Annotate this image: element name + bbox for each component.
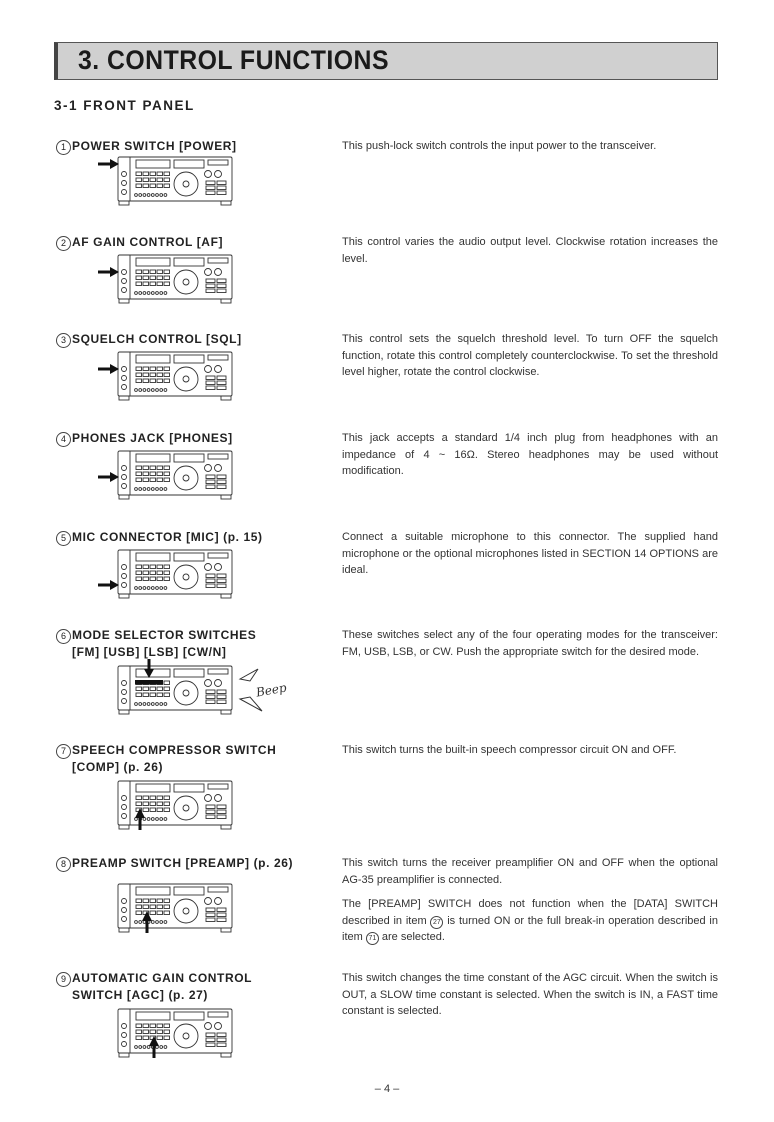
item-title [56, 234, 306, 251]
item-title-text: PHONES JACK [PHONES] [72, 431, 233, 445]
section-heading: 3-1 FRONT PANEL [54, 98, 195, 113]
item-number: 6 [56, 629, 71, 644]
item-title [56, 331, 306, 348]
item-number: 8 [56, 857, 71, 872]
radio-illustration [116, 780, 234, 830]
item-title-line2: SWITCH [AGC] (p. 27) [72, 988, 208, 1002]
description-paragraph: These switches select any of the four operating modes for the transceiver: FM, USB, LSB, or CW. Push the appropriate switch for the desired mode. [342, 629, 718, 658]
item-description [342, 855, 718, 954]
description-paragraph: This control varies the audio output level. Clockwise rotation increases the level. [342, 236, 718, 265]
item-description [342, 430, 718, 488]
description-paragraph: This switch turns the built-in speech compressor circuit ON and OFF. [342, 744, 677, 756]
page-title: 3. CONTROL FUNCTIONS [78, 45, 389, 75]
item-title-line2: [FM] [USB] [LSB] [CW/N] [72, 645, 227, 659]
description-paragraph [342, 896, 718, 946]
item-title-text: AF GAIN CONTROL [AF] [72, 235, 224, 249]
item-description [342, 742, 718, 767]
radio-illustration [116, 549, 234, 599]
item-title-text: MODE SELECTOR SWITCHES [72, 628, 257, 642]
item-title-text: SQUELCH CONTROL [SQL] [72, 332, 242, 346]
transceiver-drawing [116, 450, 234, 500]
item-title [56, 430, 306, 447]
radio-illustration [116, 450, 234, 500]
item-reference: 27 [430, 916, 443, 929]
description-paragraph: This push-lock switch controls the input power to the transceiver. [342, 140, 657, 152]
desc-text: is turned ON or the full break-in operation described in item [342, 914, 718, 943]
item-description [342, 529, 718, 587]
item-number: 2 [56, 236, 71, 251]
item-title [56, 742, 306, 776]
description-paragraph: This switch turns the receiver preamplifier ON and OFF when the optional AG-35 preamplifier is connected. [342, 857, 718, 886]
item-number: 5 [56, 531, 71, 546]
item-number: 1 [56, 140, 71, 155]
transceiver-drawing [116, 549, 234, 599]
section-banner [54, 42, 718, 80]
description-paragraph: This switch changes the time constant of the AGC circuit. When the switch is OUT, a SLOW time constant is selected. When the switch is IN, a FAST time constant is selected. [342, 972, 718, 1017]
item-number: 7 [56, 744, 71, 759]
item-description [342, 970, 718, 1028]
item-title-line2: [COMP] (p. 26) [72, 760, 164, 774]
beep-callout [236, 665, 294, 720]
transceiver-drawing [116, 156, 234, 206]
radio-illustration [116, 156, 234, 206]
radio-illustration [116, 254, 234, 304]
item-title [56, 529, 306, 546]
item-number: 4 [56, 432, 71, 447]
transceiver-drawing [116, 351, 234, 401]
item-title-text: PREAMP SWITCH [PREAMP] (p. 26) [72, 856, 294, 870]
item-title [56, 138, 306, 155]
item-reference: 71 [366, 932, 379, 945]
item-title-text: MIC CONNECTOR [MIC] (p. 15) [72, 530, 263, 544]
item-description [342, 627, 718, 668]
item-title [56, 855, 306, 872]
radio-illustration [116, 1008, 234, 1058]
beep-text: Beep [254, 680, 288, 700]
item-title-text: AUTOMATIC GAIN CONTROL [72, 971, 253, 985]
page-number: – 4 – [374, 1083, 400, 1095]
item-description [342, 331, 718, 389]
transceiver-drawing [116, 1008, 234, 1058]
transceiver-drawing [116, 665, 234, 715]
item-description [342, 138, 718, 163]
description-paragraph: This control sets the squelch threshold level. To turn OFF the squelch function, rotate this control completely counterclockwise. To set the threshold level higher, rotate the control clockwise. [342, 333, 718, 378]
item-title [56, 627, 306, 661]
item-description [342, 234, 718, 275]
transceiver-drawing [116, 254, 234, 304]
desc-text: are selected. [378, 931, 445, 943]
item-title-text: SPEECH COMPRESSOR SWITCH [72, 743, 277, 757]
transceiver-drawing [116, 780, 234, 830]
transceiver-drawing [116, 883, 234, 933]
item-title-text: POWER SWITCH [POWER] [72, 139, 237, 153]
item-title [56, 970, 306, 1004]
description-paragraph: Connect a suitable microphone to this connector. The supplied hand microphone or the optional microphones listed in SECTION 14 OPTIONS are ideal. [342, 531, 718, 576]
radio-illustration [116, 883, 234, 933]
radio-illustration [116, 665, 234, 715]
desc-text: The [PREAMP] SWITCH does not function when the [DATA] SWITCH described in item [342, 898, 718, 927]
item-number: 3 [56, 333, 71, 348]
description-paragraph: This jack accepts a standard 1/4 inch plug from headphones with an impedance of 4 ~ 16Ω. Stereo headphones may be used without modification. [342, 432, 718, 477]
radio-illustration [116, 351, 234, 401]
item-number: 9 [56, 972, 71, 987]
